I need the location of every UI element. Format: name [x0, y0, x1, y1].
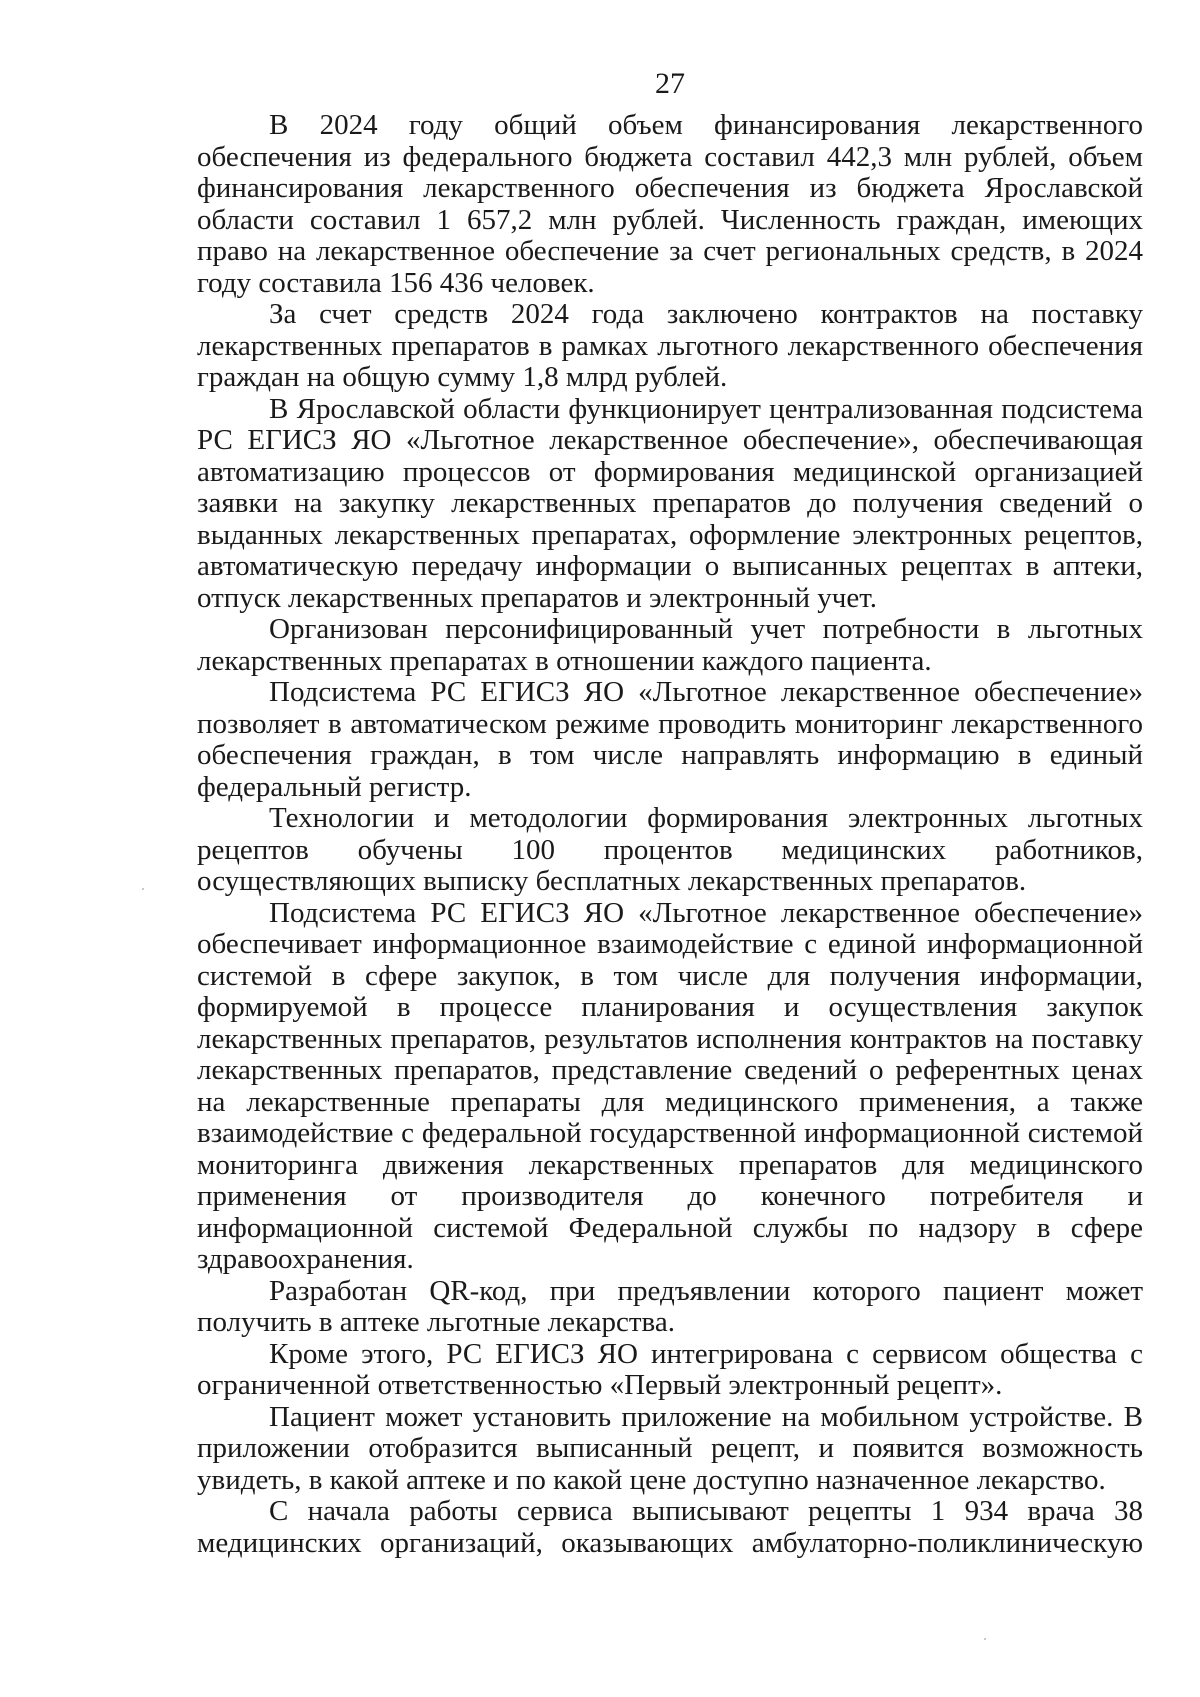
- paragraph: С начала работы сервиса выписывают рецепты 1 934 врача 38 медицинских организаций, оказывающих амбулаторно-поликлиническую: [197, 1495, 1143, 1559]
- scan-speck: [142, 888, 144, 890]
- paragraph: Пациент может установить приложение на мобильном устройстве. В приложении отобразится выписанный рецепт, и появится возможность увидеть, в какой аптеке и по какой цене доступно назначенное лекарство.: [197, 1400, 1143, 1496]
- page-number: 27: [655, 67, 685, 100]
- paragraph: Организован персонифицированный учет потребности в льготных лекарственных препаратах в отношении каждого пациента.: [197, 613, 1143, 677]
- paragraph: В 2024 году общий объем финансирования лекарственного обеспечения из федерального бюджета составил 442,3 млн рублей, объем финансирования лекарственного обеспечения из бюджета Ярославской области составил 1 657,2 млн рублей. Численность граждан, имеющих право на лекарственное обеспечение за счет региональных средств, в 2024 году составила 156 436 человек.: [197, 109, 1143, 299]
- paragraph: Разработан QR-код, при предъявлении которого пациент может получить в аптеке льготные лекарства.: [197, 1274, 1143, 1338]
- body-text: [197, 110, 1143, 1559]
- paragraph: За счет средств 2024 года заключено контрактов на поставку лекарственных препаратов в рамках льготного лекарственного обеспечения граждан на общую сумму 1,8 млрд рублей.: [197, 298, 1143, 393]
- scan-speck: [984, 1638, 986, 1640]
- paragraph: В Ярославской области функционирует централизованная подсистема РС ЕГИСЗ ЯО «Льготное лекарственное обеспечение», обеспечивающая автоматизацию процессов от формирования медицинской организацией заявки на закупку лекарственных препаратов до получения сведений о выданных лекарственных препаратах, оформление электронных рецептов, автоматическую передачу информации о выписанных рецептах в аптеки, отпуск лекарственных препаратов и электронный учет.: [197, 392, 1143, 614]
- paragraph: Подсистема РС ЕГИСЗ ЯО «Льготное лекарственное обеспечение» обеспечивает информационное взаимодействие с единой информационной системой в сфере закупок, в том числе для получения информации, формируемой в процессе планирования и осуществления закупок лекарственных препаратов, результатов исполнения контрактов на поставку лекарственных препаратов, представление сведений о референтных ценах на лекарственные препараты для медицинского применения, а также взаимодействие с федеральной государственной информационной системой мониторинга движения лекарственных препаратов для медицинского применения от производителя до конечного потребителя и информационной системой Федеральной службы по надзору в сфере здравоохранения.: [197, 896, 1143, 1275]
- paragraph: Технологии и методологии формирования электронных льготных рецептов обучены 100 процентов медицинских работников, осуществляющих выписку бесплатных лекарственных препаратов.: [197, 802, 1143, 897]
- paragraph: Кроме этого, РС ЕГИСЗ ЯО интегрирована с сервисом общества с ограниченной ответственностью «Первый электронный рецепт».: [197, 1337, 1143, 1401]
- paragraph: Подсистема РС ЕГИСЗ ЯО «Льготное лекарственное обеспечение» позволяет в автоматическом режиме проводить мониторинг лекарственного обеспечения граждан, в том числе направлять информацию в единый федеральный регистр.: [197, 676, 1143, 803]
